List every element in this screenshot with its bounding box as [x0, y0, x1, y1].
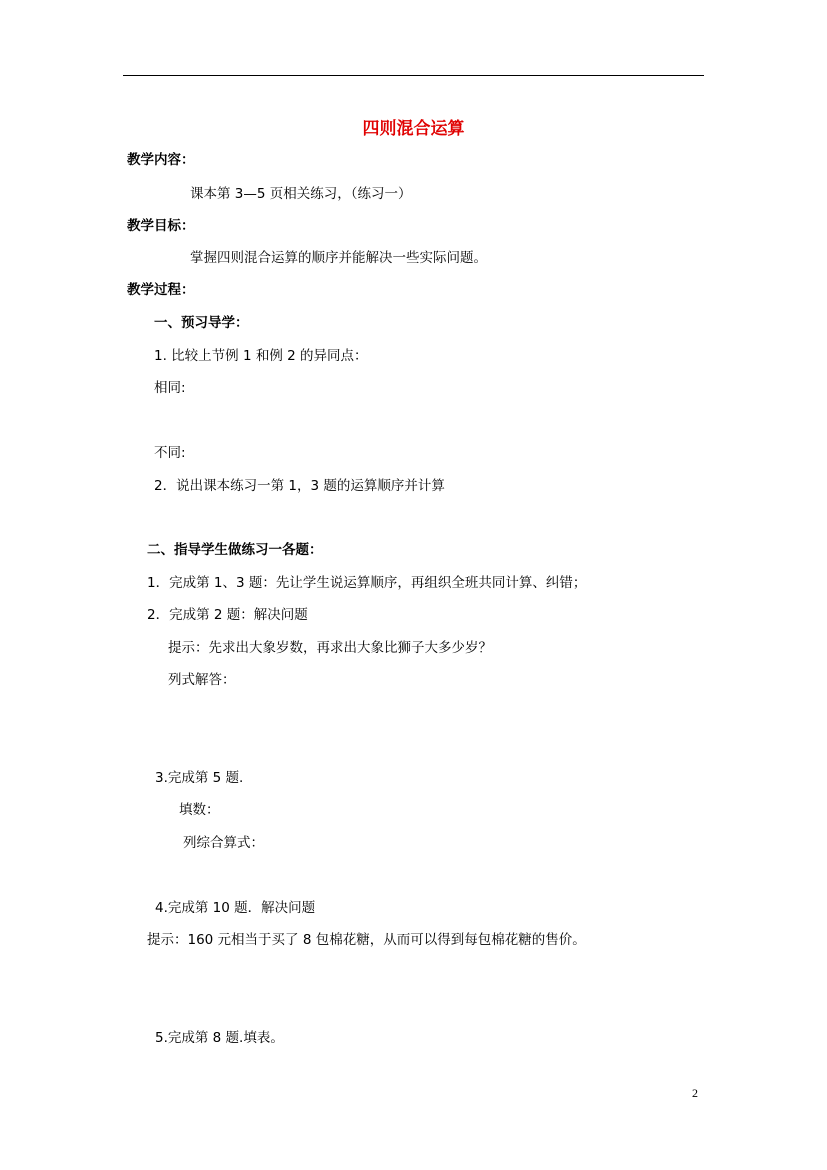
part1-item1: 1. 比较上节例 1 和例 2 的异同点：: [154, 348, 368, 364]
content-label: 教学内容：: [127, 152, 195, 168]
page-number: 2: [692, 1086, 698, 1100]
part2-item5: 5.完成第 8 题.填表。: [155, 1030, 284, 1046]
part2-hint4: 提示：160 元相当于买了 8 包棉花糖，从而可以得到每包棉花糖的售价。: [147, 932, 586, 948]
page-title: 四则混合运算: [362, 119, 465, 139]
part1-item2: 2．说出课本练习一第 1，3 题的运算顺序并计算: [154, 478, 445, 494]
part2-heading: 二、指导学生做练习一各题：: [147, 542, 323, 558]
part2-answer2: 列式解答：: [168, 672, 236, 688]
part2-item4: 4.完成第 10 题．解决问题: [155, 900, 316, 916]
goal-label: 教学目标：: [127, 218, 195, 234]
content-text: 课本第 3—5 页相关练习，（练习一）: [190, 186, 412, 202]
header-rule: [123, 75, 704, 76]
goal-text: 掌握四则混合运算的顺序并能解决一些实际问题。: [190, 250, 487, 266]
process-label: 教学过程：: [127, 282, 195, 298]
part1-heading: 一、预习导学：: [154, 315, 249, 331]
part1-diff: 不同:: [154, 445, 186, 461]
part2-item3: 3.完成第 5 题.: [155, 770, 244, 786]
part2-fill3: 填数：: [179, 802, 220, 818]
part2-formula3: 列综合算式：: [183, 835, 264, 851]
part2-item1: 1．完成第 1、3 题：先让学生说运算顺序，再组织全班共同计算、纠错；: [147, 575, 587, 591]
part1-same: 相同:: [154, 380, 186, 396]
part2-item2: 2．完成第 2 题：解决问题: [147, 607, 308, 623]
part2-hint2: 提示：先求出大象岁数，再求出大象比狮子大多少岁？: [168, 640, 492, 656]
